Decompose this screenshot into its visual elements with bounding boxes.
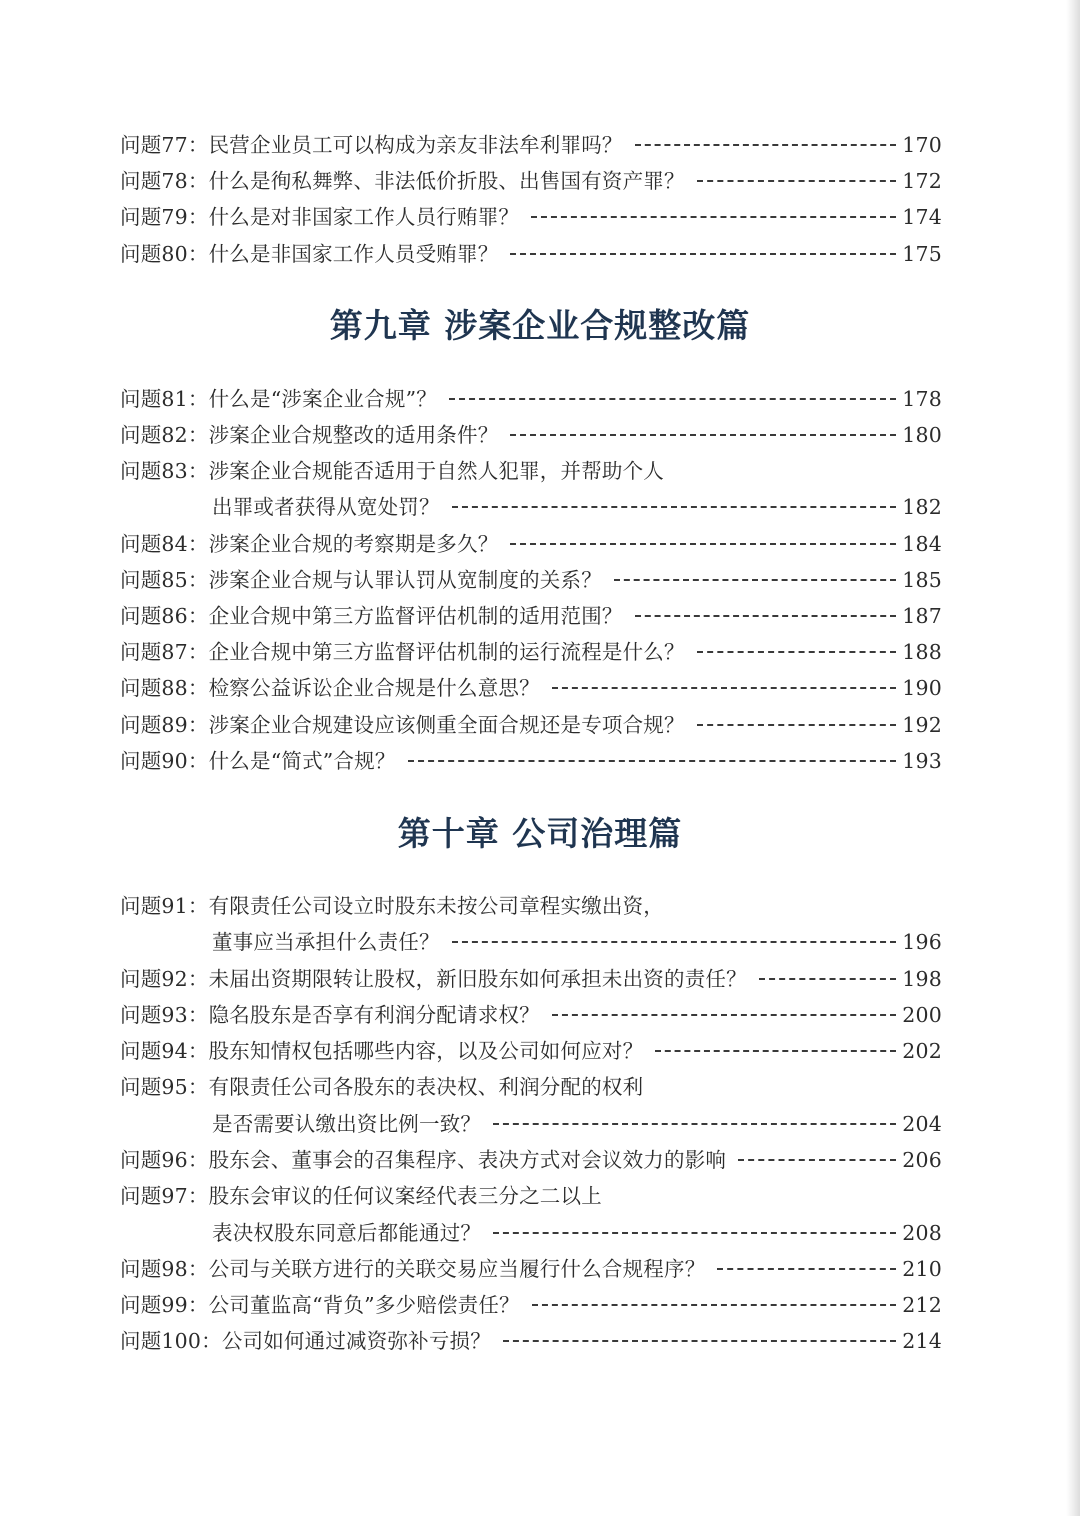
page-number: 175 (902, 242, 942, 266)
separator: ： (187, 640, 209, 664)
toc-entry-97[interactable] (120, 1179, 942, 1213)
dot-leader (510, 543, 896, 545)
toc-entry-85[interactable] (120, 563, 942, 597)
separator: ： (187, 1075, 209, 1099)
question-title: 未届出资期限转让股权，新旧股东如何承担未出资的责任？ (208, 967, 747, 991)
separator: ： (187, 713, 209, 737)
toc-entry-89[interactable] (120, 708, 942, 742)
page-number: 190 (902, 676, 942, 700)
question-title: 公司如何通过减资弥补亏损？ (221, 1329, 491, 1353)
question-title: 什么是徇私舞弊、非法低价折股、出售国有资产罪？ (208, 169, 685, 193)
separator: ： (187, 423, 209, 447)
page-number: 182 (902, 495, 942, 519)
toc-entry-91-continuation[interactable] (212, 925, 942, 959)
question-title: 企业合规中第三方监督评估机制的运行流程是什么？ (208, 640, 685, 664)
separator: ： (187, 1003, 209, 1027)
question-number: 问题82 (120, 423, 188, 447)
dot-leader (635, 144, 897, 146)
page-number: 187 (902, 604, 942, 628)
question-number: 问题79 (120, 205, 188, 229)
separator: ： (187, 749, 209, 773)
question-number: 问题86 (120, 604, 188, 628)
question-title: 什么是非国家工作人员受贿罪？ (208, 242, 499, 266)
separator: ： (187, 568, 209, 592)
separator: ： (187, 1257, 209, 1281)
question-title: 涉案企业合规能否适用于自然人犯罪，并帮助个人 (208, 459, 664, 483)
separator: ： (187, 676, 209, 700)
page-number: 170 (902, 133, 942, 157)
question-number: 问题94 (120, 1039, 188, 1063)
page-number: 204 (902, 1112, 942, 1136)
question-number: 问题83 (120, 459, 188, 483)
question-number: 问题92 (120, 967, 188, 991)
question-title: 企业合规中第三方监督评估机制的适用范围？ (208, 604, 623, 628)
chapter-9-heading: 第九章 涉案企业合规整改篇 (329, 306, 751, 345)
question-title: 涉案企业合规的考察期是多久？ (208, 532, 499, 556)
page-number: 200 (902, 1003, 942, 1027)
question-number: 问题98 (120, 1257, 188, 1281)
toc-entry-94[interactable] (120, 1034, 942, 1068)
dot-leader (697, 651, 897, 653)
question-title: 什么是对非国家工作人员行贿罪？ (208, 205, 520, 229)
separator: ： (187, 894, 209, 918)
question-number: 问题88 (120, 676, 188, 700)
separator: ： (187, 1039, 209, 1063)
chapter-10-heading: 第十章 公司治理篇 (397, 814, 683, 853)
question-number: 问题81 (120, 387, 188, 411)
question-title: 有限责任公司各股东的表决权、利润分配的权利 (208, 1075, 644, 1099)
toc-entry-95-continuation[interactable] (212, 1107, 942, 1141)
page-number: 174 (902, 205, 942, 229)
separator: ： (187, 387, 209, 411)
toc-entry-83[interactable] (120, 454, 942, 488)
dot-leader (503, 1340, 896, 1342)
dot-leader (510, 434, 896, 436)
separator: ： (187, 967, 209, 991)
dot-leader (635, 615, 897, 617)
dot-leader (759, 978, 896, 980)
dot-leader (531, 216, 896, 218)
question-title: 涉案企业合规整改的适用条件？ (208, 423, 499, 447)
dot-leader (510, 253, 896, 255)
toc-entry-84[interactable] (120, 527, 942, 561)
question-number: 问题95 (120, 1075, 188, 1099)
question-title: 涉案企业合规与认罪认罚从宽制度的关系？ (208, 568, 602, 592)
page-number: 214 (902, 1329, 942, 1353)
page-number: 202 (902, 1039, 942, 1063)
question-number: 问题78 (120, 169, 188, 193)
separator: ： (187, 242, 209, 266)
question-number: 问题80 (120, 242, 188, 266)
separator: ： (187, 459, 209, 483)
page-number: 210 (902, 1257, 942, 1281)
separator: ： (187, 169, 209, 193)
separator: ： (201, 1329, 222, 1353)
page-number: 198 (902, 967, 942, 991)
toc-entry-77[interactable] (120, 128, 942, 162)
separator: ： (187, 532, 209, 556)
question-number: 问题93 (120, 1003, 188, 1027)
separator: ： (187, 1293, 209, 1317)
dot-leader (717, 1268, 896, 1270)
dot-leader (697, 724, 897, 726)
separator: ： (187, 133, 209, 157)
question-number: 问题77 (120, 133, 188, 157)
question-title: 有限责任公司设立时股东未按公司章程实缴出资， (208, 894, 664, 918)
page-number: 208 (902, 1221, 942, 1245)
toc-entry-80[interactable] (120, 237, 942, 271)
question-number: 问题97 (120, 1184, 188, 1208)
separator: ： (187, 205, 209, 229)
question-title: 民营企业员工可以构成为亲友非法牟利罪吗？ (208, 133, 623, 157)
dot-leader (408, 760, 897, 762)
page-number: 178 (902, 387, 942, 411)
page-number: 184 (902, 532, 942, 556)
question-title-continuation: 董事应当承担什么责任？ (212, 930, 440, 954)
question-title: 涉案企业合规建设应该侧重全面合规还是专项合规？ (208, 713, 685, 737)
question-number: 问题96 (120, 1148, 188, 1172)
question-title: 股东会、董事会的召集程序、表决方式对会议效力的影响 (208, 1148, 727, 1172)
toc-entry-88[interactable] (120, 671, 942, 705)
toc-entry-100[interactable] (120, 1324, 942, 1358)
page-number: 180 (902, 423, 942, 447)
toc-entry-81[interactable] (120, 382, 942, 416)
page-number: 188 (902, 640, 942, 664)
page-number: 206 (902, 1148, 942, 1172)
question-title: 什么是“涉案企业合规”？ (208, 387, 437, 411)
toc-entry-93[interactable] (120, 998, 942, 1032)
question-title: 股东会审议的任何议案经代表三分之二以上 (208, 1184, 602, 1208)
toc-entry-99[interactable] (120, 1288, 942, 1322)
toc-entry-97-continuation[interactable] (212, 1216, 942, 1250)
toc-entry-92[interactable] (120, 962, 942, 996)
question-number: 问题89 (120, 713, 188, 737)
question-title: 隐名股东是否享有利润分配请求权？ (208, 1003, 540, 1027)
toc-entry-98[interactable] (120, 1252, 942, 1286)
question-number: 问题99 (120, 1293, 188, 1317)
question-title-continuation: 表决权股东同意后都能通过？ (212, 1221, 482, 1245)
dot-leader (552, 687, 896, 689)
dot-leader (493, 1232, 896, 1234)
page-edge-shadow (1066, 0, 1080, 1516)
toc-entry-79[interactable] (120, 200, 942, 234)
question-number: 问题87 (120, 640, 188, 664)
question-number: 问题84 (120, 532, 188, 556)
toc-entry-96[interactable] (120, 1143, 942, 1177)
dot-leader (614, 579, 896, 581)
dot-leader (449, 398, 896, 400)
question-number: 问题85 (120, 568, 188, 592)
page-number: 196 (902, 930, 942, 954)
question-title: 什么是“简式”合规？ (208, 749, 396, 773)
question-title: 股东知情权包括哪些内容，以及公司如何应对？ (208, 1039, 644, 1063)
question-number: 问题91 (120, 894, 188, 918)
toc-entry-78[interactable] (120, 164, 942, 198)
dot-leader (738, 1159, 896, 1161)
question-title-continuation: 是否需要认缴出资比例一致？ (212, 1112, 482, 1136)
page-number: 185 (902, 568, 942, 592)
toc-entry-86[interactable] (120, 599, 942, 633)
dot-leader (493, 1123, 896, 1125)
question-title: 检察公益诉讼企业合规是什么意思？ (208, 676, 540, 700)
question-number: 问题100 (120, 1329, 202, 1353)
page-number: 193 (902, 749, 942, 773)
dot-leader (552, 1014, 896, 1016)
dot-leader (697, 180, 897, 182)
page-number: 172 (902, 169, 942, 193)
separator: ： (187, 1148, 209, 1172)
dot-leader (452, 506, 897, 508)
toc-entry-82[interactable] (120, 418, 942, 452)
question-title-continuation: 出罪或者获得从宽处罚？ (212, 495, 440, 519)
dot-leader (655, 1050, 896, 1052)
separator: ： (187, 1184, 209, 1208)
toc-entry-95[interactable] (120, 1070, 942, 1104)
toc-entry-91[interactable] (120, 889, 942, 923)
dot-leader (532, 1304, 897, 1306)
question-title: 公司董监高“背负”多少赔偿责任？ (208, 1293, 520, 1317)
page-number: 212 (902, 1293, 942, 1317)
page-number: 192 (902, 713, 942, 737)
toc-entry-83-continuation[interactable] (212, 490, 942, 524)
toc-entry-90[interactable] (120, 744, 942, 778)
dot-leader (452, 941, 897, 943)
toc-entry-87[interactable] (120, 635, 942, 669)
question-number: 问题90 (120, 749, 188, 773)
separator: ： (187, 604, 209, 628)
question-title: 公司与关联方进行的关联交易应当履行什么合规程序？ (208, 1257, 706, 1281)
